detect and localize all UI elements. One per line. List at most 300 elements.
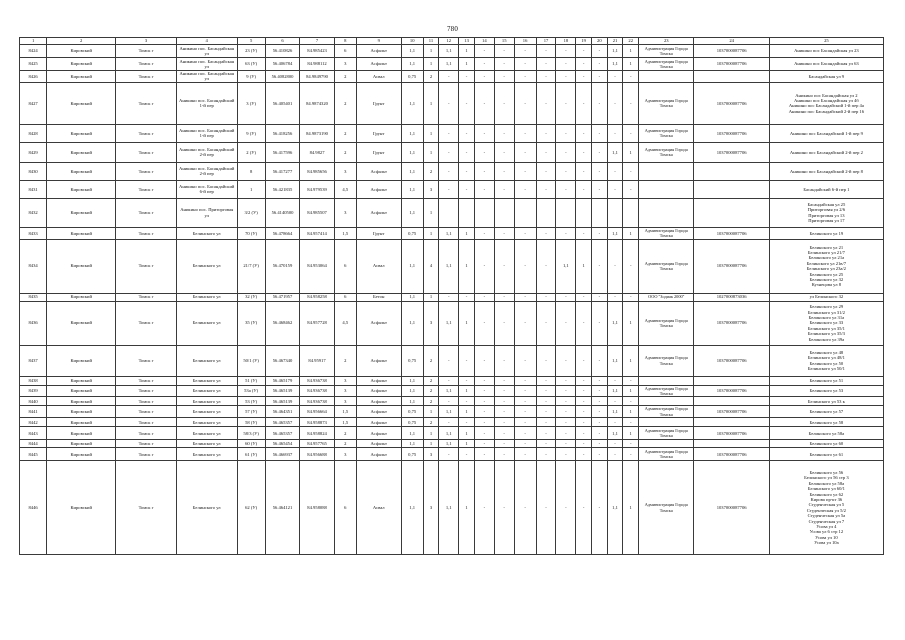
address-line: Белинского ул 50 [809, 360, 844, 366]
cell-col-22: 1 [623, 427, 639, 440]
cell-col-18: - [556, 71, 576, 83]
cell-owner: Администрация Города Томска [639, 406, 694, 418]
cell-col-15: - [494, 427, 514, 440]
address-line: Белинского ул 53 к [807, 398, 845, 404]
cell-col-17: - [536, 345, 556, 376]
address-line: Белинского ул 35/1 [807, 325, 845, 331]
cell-col-10: 0,75 [401, 448, 423, 461]
cell-area: 2 [334, 345, 356, 376]
column-number: 5 [237, 38, 265, 45]
cell-latitude: 56.4140500 [265, 198, 300, 227]
cell-surface-type: Асфальт [356, 385, 401, 397]
cell-surface-type: Асфальт [356, 397, 401, 406]
cell-street: Белинского ул [176, 385, 237, 397]
address-line: Приторговая ул 13 [808, 212, 845, 218]
cell-col-18: - [556, 376, 576, 385]
cell-owner: Администрация Города Томска [639, 82, 694, 124]
cell-district: Кировский [47, 397, 116, 406]
cell-col-19: - [576, 71, 592, 83]
cell-latitude: 56.417277 [265, 162, 300, 180]
cell-record-number: 8433 [20, 227, 47, 239]
cell-col-11: 2 [423, 376, 439, 385]
cell-col-17: - [536, 440, 556, 448]
address-line: Белинского ул 62 [809, 491, 844, 497]
cell-col-20: - [591, 180, 607, 198]
cell-col-10: 1,1 [401, 58, 423, 71]
cell-owner-ogrn [694, 397, 769, 406]
cell-col-15: - [494, 162, 514, 180]
cell-col-21: 1,1 [607, 142, 623, 162]
cell-owner [639, 376, 694, 385]
cell-col-16: - [514, 461, 536, 555]
cell-col-18: - [556, 293, 576, 301]
cell-longitude: 84.957414 [300, 227, 335, 239]
cell-col-14: - [474, 293, 494, 301]
column-number: 7 [300, 38, 335, 45]
cell-street: Белинского ул [176, 418, 237, 427]
cell-street: Белинского ул [176, 448, 237, 461]
address-line: Белинского ул 25 [809, 271, 844, 277]
cell-col-13: - [459, 418, 475, 427]
cell-col-21: - [607, 448, 623, 461]
table-row [20, 293, 884, 301]
address-line: Белинского ул 31а [808, 315, 845, 321]
address-line: Белинского ул 29 [809, 304, 844, 310]
cell-house-number: 9 (У) [237, 71, 265, 83]
cell-addresses [769, 448, 883, 461]
cell-owner-ogrn [694, 71, 769, 83]
cell-longitude: 84.958824 [300, 427, 335, 440]
cell-col-13: - [459, 345, 475, 376]
cell-city: Томск г [116, 397, 177, 406]
cell-col-15: - [494, 376, 514, 385]
cell-addresses [769, 418, 883, 427]
cell-street: Белинского ул [176, 406, 237, 418]
cell-owner [639, 71, 694, 83]
cell-col-22: - [623, 180, 639, 198]
cell-col-19: - [576, 301, 592, 345]
cell-house-number: 58 (У) [237, 418, 265, 427]
address-line: Белинского ул 58а [808, 480, 845, 486]
cell-house-number: 8 [237, 162, 265, 180]
cell-area: 4,5 [334, 180, 356, 198]
address-line: Студенческая ул 5 [808, 502, 845, 508]
cell-col-17: - [536, 418, 556, 427]
table-row [20, 45, 884, 58]
cell-col-18: - [556, 58, 576, 71]
cell-city: Томск г [116, 239, 177, 293]
cell-col-11: 1 [423, 45, 439, 58]
address-line: Усова ул 6 стр 12 [809, 529, 844, 535]
cell-col-14: - [474, 448, 494, 461]
cell-area: 1,5 [334, 418, 356, 427]
cell-addresses [769, 198, 883, 227]
cell-col-17: - [536, 385, 556, 397]
cell-col-22: 1 [623, 385, 639, 397]
cell-col-21: - [607, 376, 623, 385]
cell-col-12: - [439, 142, 459, 162]
table-row [20, 239, 884, 293]
address-line: Басандайская ул 25 [807, 202, 846, 207]
cell-col-10: 1,1 [401, 124, 423, 142]
cell-col-21: 1,1 [607, 406, 623, 418]
cell-col-13: - [459, 142, 475, 162]
address-line: Белинского ул 33 [809, 320, 844, 326]
cell-owner-ogrn: 1037000087706 [694, 227, 769, 239]
cell-col-22: - [623, 82, 639, 124]
cell-area: 6 [334, 239, 356, 293]
cell-col-20: - [591, 227, 607, 239]
cell-area: 2 [334, 71, 356, 83]
cell-area: 2 [334, 124, 356, 142]
cell-col-10: 1,1 [401, 293, 423, 301]
cell-owner: ООО "Зодиак 2000" [639, 293, 694, 301]
cell-col-20: - [591, 301, 607, 345]
cell-col-22: 1 [623, 227, 639, 239]
address-line: Белинского ул 51 [809, 377, 844, 383]
cell-owner-ogrn [694, 440, 769, 448]
cell-col-19: - [576, 124, 592, 142]
cell-surface-type: Асфальт [356, 45, 401, 58]
cell-col-18: - [556, 406, 576, 418]
cell-record-number: 8437 [20, 345, 47, 376]
address-line: Белинского ул 31/2 [807, 309, 845, 315]
cell-col-16: - [514, 406, 536, 418]
cell-area: 3 [334, 58, 356, 71]
cell-owner [639, 440, 694, 448]
cell-col-22: - [623, 293, 639, 301]
cell-col-19: 1 [576, 239, 592, 293]
cell-col-18: - [556, 440, 576, 448]
cell-area: 2 [334, 82, 356, 124]
cell-col-13: 1 [459, 440, 475, 448]
cell-owner-ogrn: 1037000087706 [694, 58, 769, 71]
cell-col-11: 1 [423, 227, 439, 239]
cell-col-20: - [591, 461, 607, 555]
cell-col-11: 2 [423, 385, 439, 397]
cell-col-19: - [576, 448, 592, 461]
cell-district: Кировский [47, 448, 116, 461]
cell-longitude: 84.988112 [300, 58, 335, 71]
cell-col-17: - [536, 162, 556, 180]
column-number: 2 [47, 38, 116, 45]
cell-col-17: - [536, 406, 556, 418]
cell-col-21: - [607, 162, 623, 180]
cell-col-18: - [556, 142, 576, 162]
cell-col-16: - [514, 227, 536, 239]
cell-latitude: 56.467340 [265, 345, 300, 376]
cell-house-number: 23 (У) [237, 45, 265, 58]
table-row [20, 406, 884, 418]
cell-house-number: 3 (У) [237, 82, 265, 124]
address-line: Студенческая ул 7 [808, 518, 845, 524]
cell-col-19: - [576, 427, 592, 440]
address-line: Белинского ул 61 [809, 451, 844, 457]
cell-longitude: 84.953064 [300, 239, 335, 293]
cell-addresses [769, 440, 883, 448]
cell-latitude: 56.468462 [265, 301, 300, 345]
cell-addresses [769, 406, 883, 418]
column-number: 23 [639, 38, 694, 45]
cell-record-number: 8440 [20, 397, 47, 406]
cell-street: Белинского ул [176, 397, 237, 406]
cell-street: Аникино пос. Приторговая ул [176, 198, 237, 227]
cell-record-number: 8429 [20, 142, 47, 162]
address-line: Белинского ул 23а/2 [806, 266, 846, 272]
cell-area: 6 [334, 45, 356, 58]
address-line: Кузнецова ул 8 [811, 282, 841, 288]
cell-addresses [769, 142, 883, 162]
cell-street: Аникино пос. Басандайский 1-й пер [176, 124, 237, 142]
cell-col-17: - [536, 142, 556, 162]
cell-col-12: 1,1 [439, 45, 459, 58]
table-row [20, 301, 884, 345]
table-row [20, 427, 884, 440]
cell-addresses [769, 180, 883, 198]
cell-district: Кировский [47, 82, 116, 124]
cell-col-13 [459, 198, 475, 227]
cell-surface-type: Асфальт [356, 301, 401, 345]
cell-district: Кировский [47, 124, 116, 142]
cell-owner: Администрация Города Томска [639, 427, 694, 440]
cell-longitude: 84.9849790 [300, 71, 335, 83]
cell-col-13: - [459, 397, 475, 406]
cell-house-number: 57 (У) [237, 406, 265, 418]
cell-district: Кировский [47, 58, 116, 71]
cell-area: 1,5 [334, 406, 356, 418]
cell-longitude: 84.985656 [300, 162, 335, 180]
cell-col-19: - [576, 82, 592, 124]
cell-record-number: 8424 [20, 45, 47, 58]
cell-col-14: - [474, 124, 494, 142]
cell-record-number: 8435 [20, 293, 47, 301]
cell-house-number: 1 [237, 180, 265, 198]
cell-house-number: 60 (У) [237, 440, 265, 448]
cell-col-10: 1,1 [401, 397, 423, 406]
cell-col-15: - [494, 71, 514, 83]
cell-city: Томск г [116, 301, 177, 345]
cell-col-16: - [514, 448, 536, 461]
cell-col-14: - [474, 397, 494, 406]
cell-col-10: 1,1 [401, 239, 423, 293]
cell-owner [639, 397, 694, 406]
cell-col-18: 1,1 [556, 239, 576, 293]
cell-owner-ogrn [694, 162, 769, 180]
column-number: 19 [576, 38, 592, 45]
cell-col-14: - [474, 239, 494, 293]
cell-col-20: - [591, 58, 607, 71]
cell-col-20: - [591, 376, 607, 385]
cell-street: Белинского ул [176, 227, 237, 239]
cell-col-21: 1,1 [607, 345, 623, 376]
cell-col-10: 0,75 [401, 418, 423, 427]
cell-col-12: - [439, 345, 459, 376]
cell-col-15: - [494, 82, 514, 124]
cell-owner [639, 180, 694, 198]
address-line: Усова ул 4 [816, 523, 837, 529]
cell-col-15: - [494, 227, 514, 239]
cell-house-number: 3/2 (У) [237, 198, 265, 227]
cell-col-20: - [591, 45, 607, 58]
cell-col-12: - [439, 124, 459, 142]
cell-city: Томск г [116, 427, 177, 440]
cell-owner-ogrn [694, 418, 769, 427]
table-row [20, 198, 884, 227]
address-line: Белинского ул 58а [808, 430, 845, 436]
cell-col-19: - [576, 406, 592, 418]
cell-owner-ogrn: 1037000087706 [694, 301, 769, 345]
column-number: 24 [694, 38, 769, 45]
cell-col-19: - [576, 385, 592, 397]
cell-record-number: 8445 [20, 448, 47, 461]
cell-col-19: - [576, 45, 592, 58]
cell-longitude: 84.936738 [300, 376, 335, 385]
cell-col-12: - [439, 71, 459, 83]
cell-surface-type: Асфальт [356, 406, 401, 418]
cell-col-20: - [591, 397, 607, 406]
cell-col-16: - [514, 345, 536, 376]
cell-district: Кировский [47, 385, 116, 397]
cell-owner: Администрация Города Томска [639, 239, 694, 293]
cell-area: 3 [334, 397, 356, 406]
cell-surface-type: Асфальт [356, 440, 401, 448]
cell-col-10: 1,1 [401, 180, 423, 198]
cell-record-number: 8432 [20, 198, 47, 227]
cell-addresses [769, 301, 883, 345]
cell-area: 3 [334, 448, 356, 461]
cell-city: Томск г [116, 198, 177, 227]
address-line: Кирова пр-кт 36 [810, 496, 843, 502]
cell-house-number: 53а (У) [237, 385, 265, 397]
cell-street: Белинского ул [176, 301, 237, 345]
address-line: Аникино пос Басандайская ул 4б [794, 97, 859, 103]
cell-col-17: - [536, 376, 556, 385]
cell-house-number: 63 (У) [237, 58, 265, 71]
cell-col-22: - [623, 440, 639, 448]
table-row [20, 58, 884, 71]
cell-col-19: - [576, 418, 592, 427]
cell-owner-ogrn [694, 376, 769, 385]
cell-house-number: 51 (У) [237, 376, 265, 385]
cell-addresses [769, 461, 883, 555]
cell-latitude: 56.418256 [265, 124, 300, 142]
cell-col-12: 1,1 [439, 385, 459, 397]
cell-longitude: 84.9873190 [300, 124, 335, 142]
column-number: 1 [20, 38, 47, 45]
cell-col-12: - [439, 82, 459, 124]
cell-street: Белинского ул [176, 376, 237, 385]
cell-col-15: - [494, 142, 514, 162]
cell-longitude: 84.958088 [300, 461, 335, 555]
cell-longitude: 84.9827 [300, 142, 335, 162]
cell-surface-type: Асфальт [356, 198, 401, 227]
column-number: 18 [556, 38, 576, 45]
cell-col-11: 1 [423, 124, 439, 142]
cell-col-19: - [576, 293, 592, 301]
cell-col-22: 1 [623, 45, 639, 58]
cell-street: Белинского ул [176, 440, 237, 448]
cell-col-22: - [623, 397, 639, 406]
address-line: Белинского ул 57 [809, 409, 844, 415]
cell-col-13: 1 [459, 406, 475, 418]
table-row [20, 418, 884, 427]
cell-col-18: - [556, 227, 576, 239]
cell-col-17: - [536, 124, 556, 142]
cell-city: Томск г [116, 293, 177, 301]
cell-col-17: - [536, 427, 556, 440]
cell-house-number: 62 (У) [237, 461, 265, 555]
cell-col-10: 1,1 [401, 427, 423, 440]
address-line: Аникино пос Басандайский 1-й пер 9 [789, 130, 863, 136]
cell-col-11: 2 [423, 418, 439, 427]
cell-col-15: - [494, 45, 514, 58]
cell-latitude: 56.471957 [265, 293, 300, 301]
address-line: Аникино пос Басандайский 1-й пер 4а [788, 103, 864, 109]
cell-area: 2 [334, 440, 356, 448]
cell-col-15: - [494, 345, 514, 376]
address-line: Студенческая ул 5а [807, 513, 846, 519]
cell-col-15: - [494, 397, 514, 406]
cell-record-number: 8444 [20, 440, 47, 448]
column-number: 14 [474, 38, 494, 45]
cell-col-18: - [556, 345, 576, 376]
cell-addresses [769, 71, 883, 83]
cell-col-17: - [536, 448, 556, 461]
cell-owner [639, 198, 694, 227]
cell-col-12: - [439, 376, 459, 385]
cell-col-14: - [474, 345, 494, 376]
cell-district: Кировский [47, 239, 116, 293]
cell-latitude: 56.406784 [265, 58, 300, 71]
cell-col-14: - [474, 376, 494, 385]
cell-city: Томск г [116, 180, 177, 198]
cell-col-19: - [576, 345, 592, 376]
cell-col-18: - [556, 180, 576, 198]
cell-col-21: 1,1 [607, 227, 623, 239]
cell-latitude: 56.470159 [265, 239, 300, 293]
cell-col-13: 1 [459, 385, 475, 397]
cell-city: Томск г [116, 142, 177, 162]
table-row [20, 397, 884, 406]
cell-district: Кировский [47, 345, 116, 376]
cell-col-19: - [576, 227, 592, 239]
cell-col-11: 2 [423, 397, 439, 406]
cell-city: Томск г [116, 82, 177, 124]
cell-col-21: 1,1 [607, 427, 623, 440]
cell-col-18: - [556, 162, 576, 180]
cell-owner: Администрация Города Томска [639, 385, 694, 397]
cell-owner: Администрация Города Томска [639, 45, 694, 58]
cell-col-10: 1,1 [401, 198, 423, 227]
cell-addresses [769, 345, 883, 376]
cell-addresses [769, 385, 883, 397]
cell-col-17: - [536, 239, 556, 293]
address-line: Белинского ул 60/1 [807, 486, 845, 492]
cell-district: Кировский [47, 71, 116, 83]
address-line: ул Белинского 32 [809, 294, 844, 300]
cell-col-14: - [474, 45, 494, 58]
cell-col-10: 0,75 [401, 406, 423, 418]
cell-district: Кировский [47, 427, 116, 440]
cell-addresses [769, 376, 883, 385]
cell-col-21: 1,1 [607, 45, 623, 58]
address-line: Аникино пос Басандайский 2-й пер 16 [788, 108, 865, 114]
cell-col-22: 1 [623, 58, 639, 71]
table-row [20, 345, 884, 376]
cell-col-10: 1,1 [401, 461, 423, 555]
cell-col-14 [474, 198, 494, 227]
cell-house-number: 35 (У) [237, 301, 265, 345]
